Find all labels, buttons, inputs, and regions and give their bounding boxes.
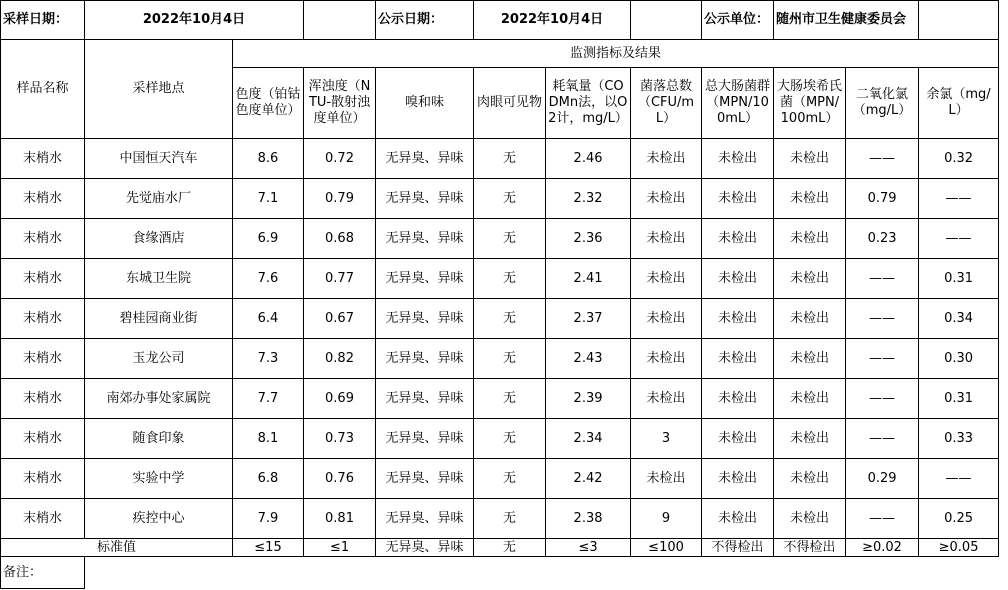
cell-odor[interactable]: 无异臭、异味: [376, 459, 474, 499]
cell-chlorine-dioxide[interactable]: ——: [846, 339, 919, 379]
cell-chlorine-dioxide[interactable]: ——: [846, 419, 919, 459]
cell-location[interactable]: 中国恒天汽车: [85, 139, 233, 179]
cell-chlorine-dioxide[interactable]: 0.79: [846, 179, 919, 219]
cell-location[interactable]: 玉龙公司: [85, 339, 233, 379]
col-sample-name[interactable]: 样品名称: [1, 40, 85, 139]
table-row: [1, 219, 999, 259]
cell-oxygen[interactable]: 2.42: [546, 459, 631, 499]
cell-turbidity[interactable]: 0.77: [304, 259, 376, 299]
cell-visible[interactable]: 无: [474, 299, 546, 339]
cell-chlorine-dioxide[interactable]: 0.23: [846, 219, 919, 259]
cell-coliform[interactable]: 未检出: [702, 179, 774, 219]
table-row: [1, 499, 999, 539]
group-header-row: [1, 40, 999, 68]
cell-turbidity[interactable]: 0.69: [304, 379, 376, 419]
cell-ecoli[interactable]: 未检出: [774, 419, 846, 459]
col-odor[interactable]: 嗅和味: [376, 68, 474, 139]
cell-ecoli[interactable]: 未检出: [774, 259, 846, 299]
cell-sample-name[interactable]: 末梢水: [1, 339, 85, 379]
cell-colony[interactable]: 未检出: [631, 379, 702, 419]
cell-ecoli[interactable]: 未检出: [774, 179, 846, 219]
cell-odor[interactable]: 无异臭、异味: [376, 499, 474, 539]
std-color[interactable]: ≤15: [233, 539, 304, 557]
cell-ecoli[interactable]: 未检出: [774, 139, 846, 179]
cell-visible[interactable]: 无: [474, 459, 546, 499]
cell-visible[interactable]: 无: [474, 259, 546, 299]
cell-residual-chlorine[interactable]: 0.30: [919, 339, 999, 379]
cell-chlorine-dioxide[interactable]: ——: [846, 139, 919, 179]
cell-visible[interactable]: 无: [474, 499, 546, 539]
cell-sample-name[interactable]: 末梢水: [1, 179, 85, 219]
cell-visible[interactable]: 无: [474, 419, 546, 459]
col-visible[interactable]: 肉眼可见物: [474, 68, 546, 139]
cell-chlorine-dioxide[interactable]: ——: [846, 379, 919, 419]
publisher[interactable]: 随州市卫生健康委员会: [774, 1, 919, 40]
col-residual-chlorine[interactable]: 余氯（mg/L）: [919, 68, 999, 139]
note-label[interactable]: 备注：: [1, 557, 85, 589]
cell-location[interactable]: 疾控中心: [85, 499, 233, 539]
cell-colony[interactable]: 未检出: [631, 219, 702, 259]
std-turbidity[interactable]: ≤1: [304, 539, 376, 557]
table-row: [1, 259, 999, 299]
std-ecoli[interactable]: 不得检出: [774, 539, 846, 557]
cell-color[interactable]: 6.9: [233, 219, 304, 259]
std-odor[interactable]: 无异臭、异味: [376, 539, 474, 557]
cell-visible[interactable]: 无: [474, 339, 546, 379]
cell-odor[interactable]: 无异臭、异味: [376, 259, 474, 299]
cell-location[interactable]: 随食印象: [85, 419, 233, 459]
cell-color[interactable]: 7.9: [233, 499, 304, 539]
cell-sample-name[interactable]: 末梢水: [1, 499, 85, 539]
cell-odor[interactable]: 无异臭、异味: [376, 419, 474, 459]
cell-turbidity[interactable]: 0.81: [304, 499, 376, 539]
cell-coliform[interactable]: 未检出: [702, 499, 774, 539]
cell-oxygen[interactable]: 2.38: [546, 499, 631, 539]
cell-color[interactable]: 6.4: [233, 299, 304, 339]
col-chlorine-dioxide[interactable]: 二氧化氯（mg/L）: [846, 68, 919, 139]
cell-ecoli[interactable]: 未检出: [774, 379, 846, 419]
cell-oxygen[interactable]: 2.43: [546, 339, 631, 379]
sampling-date[interactable]: 2022年10月4日: [85, 1, 304, 40]
cell-sample-name[interactable]: 末梢水: [1, 379, 85, 419]
cell-oxygen[interactable]: 2.34: [546, 419, 631, 459]
cell-colony[interactable]: 3: [631, 419, 702, 459]
cell-chlorine-dioxide[interactable]: ——: [846, 259, 919, 299]
cell-residual-chlorine[interactable]: 0.32: [919, 139, 999, 179]
col-oxygen[interactable]: 耗氧量（CODMn法，以O2计，mg/L）: [546, 68, 631, 139]
cell-turbidity[interactable]: 0.79: [304, 179, 376, 219]
cell-visible[interactable]: 无: [474, 179, 546, 219]
cell-odor[interactable]: 无异臭、异味: [376, 139, 474, 179]
publish-date[interactable]: 2022年10月4日: [474, 1, 631, 40]
cell-location[interactable]: 南郊办事处家属院: [85, 379, 233, 419]
table-row: [1, 379, 999, 419]
cell-color[interactable]: 6.8: [233, 459, 304, 499]
cell-turbidity[interactable]: 0.73: [304, 419, 376, 459]
cell-turbidity[interactable]: 0.68: [304, 219, 376, 259]
cell-coliform[interactable]: 未检出: [702, 299, 774, 339]
cell-ecoli[interactable]: 未检出: [774, 219, 846, 259]
cell-coliform[interactable]: 未检出: [702, 259, 774, 299]
cell-chlorine-dioxide[interactable]: 0.29: [846, 459, 919, 499]
cell-colony[interactable]: 9: [631, 499, 702, 539]
col-turbidity[interactable]: 浑浊度（NTU-散射浊度单位）: [304, 68, 376, 139]
note-value[interactable]: [85, 557, 999, 589]
col-coliform[interactable]: 总大肠菌群（MPN/100mL）: [702, 68, 774, 139]
cell-coliform[interactable]: 未检出: [702, 339, 774, 379]
cell-ecoli[interactable]: 未检出: [774, 299, 846, 339]
cell-coliform[interactable]: 未检出: [702, 419, 774, 459]
std-chlorine-dioxide[interactable]: ≥0.02: [846, 539, 919, 557]
cell-odor[interactable]: 无异臭、异味: [376, 299, 474, 339]
cell-residual-chlorine[interactable]: ——: [919, 179, 999, 219]
cell-colony[interactable]: 未检出: [631, 339, 702, 379]
cell-sample-name[interactable]: 末梢水: [1, 299, 85, 339]
table-row: [1, 459, 999, 499]
cell-odor[interactable]: 无异臭、异味: [376, 219, 474, 259]
note-row: [1, 557, 999, 589]
publisher-label[interactable]: 公示单位：: [702, 1, 774, 40]
cell-turbidity[interactable]: 0.72: [304, 139, 376, 179]
cell-ecoli[interactable]: 未检出: [774, 339, 846, 379]
cell-odor[interactable]: 无异臭、异味: [376, 379, 474, 419]
std-oxygen[interactable]: ≤3: [546, 539, 631, 557]
cell-coliform[interactable]: 未检出: [702, 379, 774, 419]
standard-label[interactable]: 标准值: [1, 539, 233, 557]
cell-location[interactable]: 食缘酒店: [85, 219, 233, 259]
cell-sample-name[interactable]: 末梢水: [1, 459, 85, 499]
cell-coliform[interactable]: 未检出: [702, 459, 774, 499]
cell-colony[interactable]: 未检出: [631, 179, 702, 219]
std-visible[interactable]: 无: [474, 539, 546, 557]
cell-residual-chlorine[interactable]: 0.25: [919, 499, 999, 539]
cell-color[interactable]: 7.3: [233, 339, 304, 379]
cell-sample-name[interactable]: 末梢水: [1, 219, 85, 259]
col-location[interactable]: 采样地点: [85, 40, 233, 139]
empty-cell[interactable]: [919, 1, 999, 40]
cell-color[interactable]: 8.6: [233, 139, 304, 179]
header-row: [1, 1, 999, 40]
cell-coliform[interactable]: 未检出: [702, 219, 774, 259]
cell-colony[interactable]: 未检出: [631, 459, 702, 499]
cell-oxygen[interactable]: 2.46: [546, 139, 631, 179]
cell-ecoli[interactable]: 未检出: [774, 499, 846, 539]
cell-odor[interactable]: 无异臭、异味: [376, 179, 474, 219]
cell-turbidity[interactable]: 0.76: [304, 459, 376, 499]
cell-colony[interactable]: 未检出: [631, 259, 702, 299]
cell-color[interactable]: 8.1: [233, 419, 304, 459]
table-row: [1, 179, 999, 219]
table-row: [1, 299, 999, 339]
publish-date-label[interactable]: 公示日期：: [376, 1, 474, 40]
cell-visible[interactable]: 无: [474, 219, 546, 259]
cell-oxygen[interactable]: 2.36: [546, 219, 631, 259]
cell-color[interactable]: 7.7: [233, 379, 304, 419]
cell-turbidity[interactable]: 0.67: [304, 299, 376, 339]
table-row: [1, 419, 999, 459]
group-title[interactable]: 监测指标及结果: [233, 40, 999, 68]
cell-colony[interactable]: 未检出: [631, 299, 702, 339]
cell-color[interactable]: 7.1: [233, 179, 304, 219]
cell-residual-chlorine[interactable]: 0.31: [919, 379, 999, 419]
cell-coliform[interactable]: 未检出: [702, 139, 774, 179]
cell-sample-name[interactable]: 末梢水: [1, 259, 85, 299]
cell-location[interactable]: 先觉庙水厂: [85, 179, 233, 219]
cell-odor[interactable]: 无异臭、异味: [376, 339, 474, 379]
sampling-date-label[interactable]: 采样日期：: [1, 1, 85, 40]
cell-sample-name[interactable]: 末梢水: [1, 139, 85, 179]
cell-location[interactable]: 东城卫生院: [85, 259, 233, 299]
cell-chlorine-dioxide[interactable]: ——: [846, 299, 919, 339]
std-coliform[interactable]: 不得检出: [702, 539, 774, 557]
cell-oxygen[interactable]: 2.32: [546, 179, 631, 219]
cell-oxygen[interactable]: 2.39: [546, 379, 631, 419]
empty-cell[interactable]: [304, 1, 376, 40]
cell-visible[interactable]: 无: [474, 139, 546, 179]
std-colony[interactable]: ≤100: [631, 539, 702, 557]
cell-location[interactable]: 碧桂园商业街: [85, 299, 233, 339]
std-residual-chlorine[interactable]: ≥0.05: [919, 539, 999, 557]
cell-oxygen[interactable]: 2.41: [546, 259, 631, 299]
cell-visible[interactable]: 无: [474, 379, 546, 419]
cell-colony[interactable]: 未检出: [631, 139, 702, 179]
cell-location[interactable]: 实验中学: [85, 459, 233, 499]
cell-chlorine-dioxide[interactable]: ——: [846, 499, 919, 539]
cell-turbidity[interactable]: 0.82: [304, 339, 376, 379]
cell-residual-chlorine[interactable]: ——: [919, 219, 999, 259]
empty-cell[interactable]: [631, 1, 702, 40]
cell-residual-chlorine[interactable]: 0.33: [919, 419, 999, 459]
cell-residual-chlorine[interactable]: ——: [919, 459, 999, 499]
col-color[interactable]: 色度（铂钴色度单位）: [233, 68, 304, 139]
table-row: [1, 339, 999, 379]
cell-color[interactable]: 7.6: [233, 259, 304, 299]
cell-oxygen[interactable]: 2.37: [546, 299, 631, 339]
standard-row: [1, 539, 999, 557]
cell-sample-name[interactable]: 末梢水: [1, 419, 85, 459]
cell-residual-chlorine[interactable]: 0.31: [919, 259, 999, 299]
col-colony[interactable]: 菌落总数（CFU/mL）: [631, 68, 702, 139]
col-ecoli[interactable]: 大肠埃希氏菌（MPN/100mL）: [774, 68, 846, 139]
table-row: [1, 139, 999, 179]
cell-ecoli[interactable]: 未检出: [774, 459, 846, 499]
cell-residual-chlorine[interactable]: 0.34: [919, 299, 999, 339]
data-rows: [1, 139, 999, 539]
